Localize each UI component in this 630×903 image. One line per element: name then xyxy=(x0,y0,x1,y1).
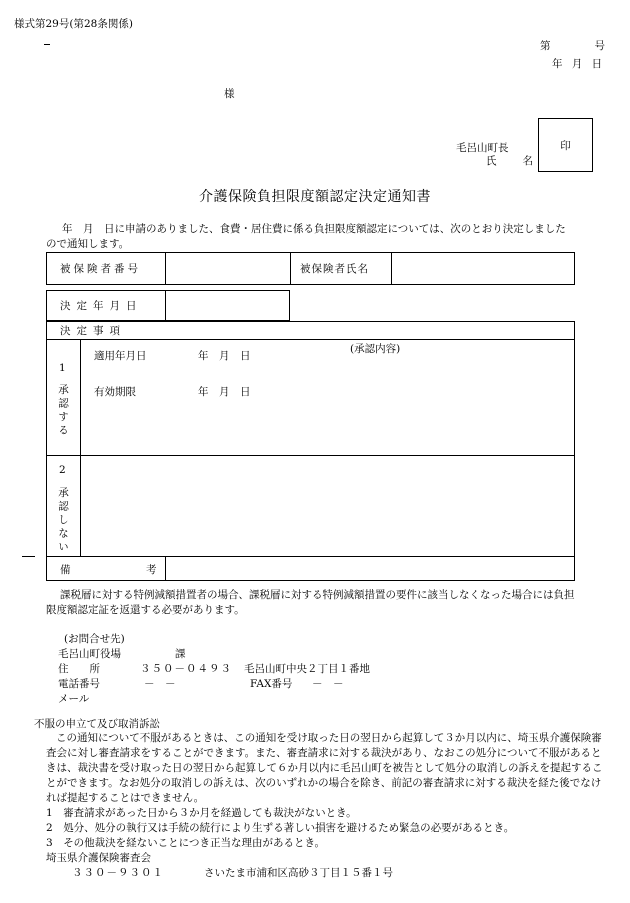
decision-date-label: 決定年月日 xyxy=(60,300,143,312)
deny-number: 2 xyxy=(59,464,66,476)
validity-value: 年 月 日 xyxy=(198,386,251,398)
applicable-date-value: 年 月 日 xyxy=(198,350,251,362)
contact-fax-value: － － xyxy=(312,678,344,690)
appeal-title: 不服の申立て及び取消訴訟 xyxy=(34,718,160,730)
name-label-1: 氏 xyxy=(486,155,497,167)
contact-postal-code: ３５０－０４９３ xyxy=(140,663,232,675)
insured-number-label: 被保険者番号 xyxy=(60,263,141,275)
appeal-item-number: 2 xyxy=(46,822,53,834)
deny-label: 承認しない xyxy=(57,487,69,555)
document-title: 介護保険負担限度額認定決定通知書 xyxy=(199,189,431,205)
appeal-board-name: 埼玉県介護保険審査会 xyxy=(46,852,151,864)
seal-box xyxy=(538,118,593,172)
decorative-dash xyxy=(22,556,35,557)
appeal-board-postal: ３３０－９３０１ xyxy=(72,867,164,879)
appeal-body: この通知について不服があるときは、この通知を受け取った日の翌日から起算して３か月以内に、埼玉県介護保険審査会に対し審査請求をすることができます。また、審査請求に対する裁決があり、なおこの処分について不服があるときは、裁決書を受け取った日の翌日から起算して６か月以内に毛呂山町を被告として処分の取消しの訴えを提起することができます。なお処分の取消しの訴えは、次のいずれかの場合を除き、前記の審査請求に対する裁決を経た後でなければ提起することはできません。 xyxy=(46,732,603,804)
approval-content-label: (承認内容) xyxy=(350,343,401,355)
remarks-field[interactable] xyxy=(166,557,574,580)
contact-phone-value: － － xyxy=(144,678,176,690)
note-text: 課税層に対する特例減額措置者の場合、課税層に対する特例減額措置の要件に該当しなくなった場合には負担限度額認定証を返還する必要があります。 xyxy=(46,589,575,616)
contact-mail-label: メール xyxy=(58,693,90,705)
contact-section-suffix: 課 xyxy=(175,648,186,660)
decision-items-label: 決定事項 xyxy=(60,324,126,337)
seal-label: 印 xyxy=(560,139,571,152)
issue-date: 年 月 日 xyxy=(552,58,606,70)
insured-name-label: 被保険者氏名 xyxy=(300,263,369,275)
contact-office: 毛呂山町役場 xyxy=(58,648,121,660)
contact-heading: (お問合せ先) xyxy=(64,633,125,645)
appeal-item-text: その他裁決を経ないことにつき正当な理由があるとき。 xyxy=(63,837,326,849)
divider xyxy=(290,252,291,285)
validity-label: 有効期限 xyxy=(94,386,136,398)
approve-label: 承認する xyxy=(57,384,69,438)
contact-address: 毛呂山町中央２丁目１番地 xyxy=(244,663,370,675)
name-label-2: 名 xyxy=(522,155,533,167)
approve-number: 1 xyxy=(59,362,66,374)
form-id: 様式第29号(第28条関係) xyxy=(14,18,133,30)
denial-content-field[interactable] xyxy=(81,456,574,555)
document-number xyxy=(540,38,605,53)
appeal-board-address: さいたま市浦和区高砂３丁目１５番１号 xyxy=(204,867,393,879)
number-suffix: 号 xyxy=(594,40,605,52)
approval-content-field[interactable] xyxy=(81,356,574,454)
divider xyxy=(46,339,575,340)
mayor-title: 毛呂山町長 xyxy=(456,142,509,154)
contact-fax-label: FAX番号 xyxy=(250,678,293,690)
contact-phone-label: 電話番号 xyxy=(58,678,100,690)
appeal-item-text: 処分、処分の執行又は手続の続行により生ずる著しい損害を避けるため緊急の必要があるとき。 xyxy=(63,822,515,834)
addressee-honorific: 様 xyxy=(224,88,235,100)
remarks-label-2: 考 xyxy=(146,564,157,576)
intro-text: 年 月 日に申請のありました、食費・居住費に係る負担限度額認定については、次のとおり決定しましたので通知します。 xyxy=(46,223,566,250)
appeal-item-number: 3 xyxy=(46,837,53,849)
insured-number-field[interactable] xyxy=(166,253,290,284)
applicable-date-label: 適用年月日 xyxy=(94,350,147,362)
mayor-name-label xyxy=(486,153,533,168)
number-prefix: 第 xyxy=(540,40,551,52)
decision-date-field[interactable] xyxy=(166,291,289,320)
contact-address-label: 住 所 xyxy=(58,663,100,675)
appeal-item-text: 審査請求があった日から３か月を経過しても裁決がないとき。 xyxy=(63,807,357,819)
appeal-item-3 xyxy=(46,836,325,851)
appeal-item-number: 1 xyxy=(46,807,53,819)
decorative-dash xyxy=(44,44,50,45)
insured-name-field[interactable] xyxy=(392,253,574,284)
appeal-item-1 xyxy=(46,806,357,821)
remarks-label-1: 備 xyxy=(60,564,71,576)
appeal-item-2 xyxy=(46,821,514,836)
